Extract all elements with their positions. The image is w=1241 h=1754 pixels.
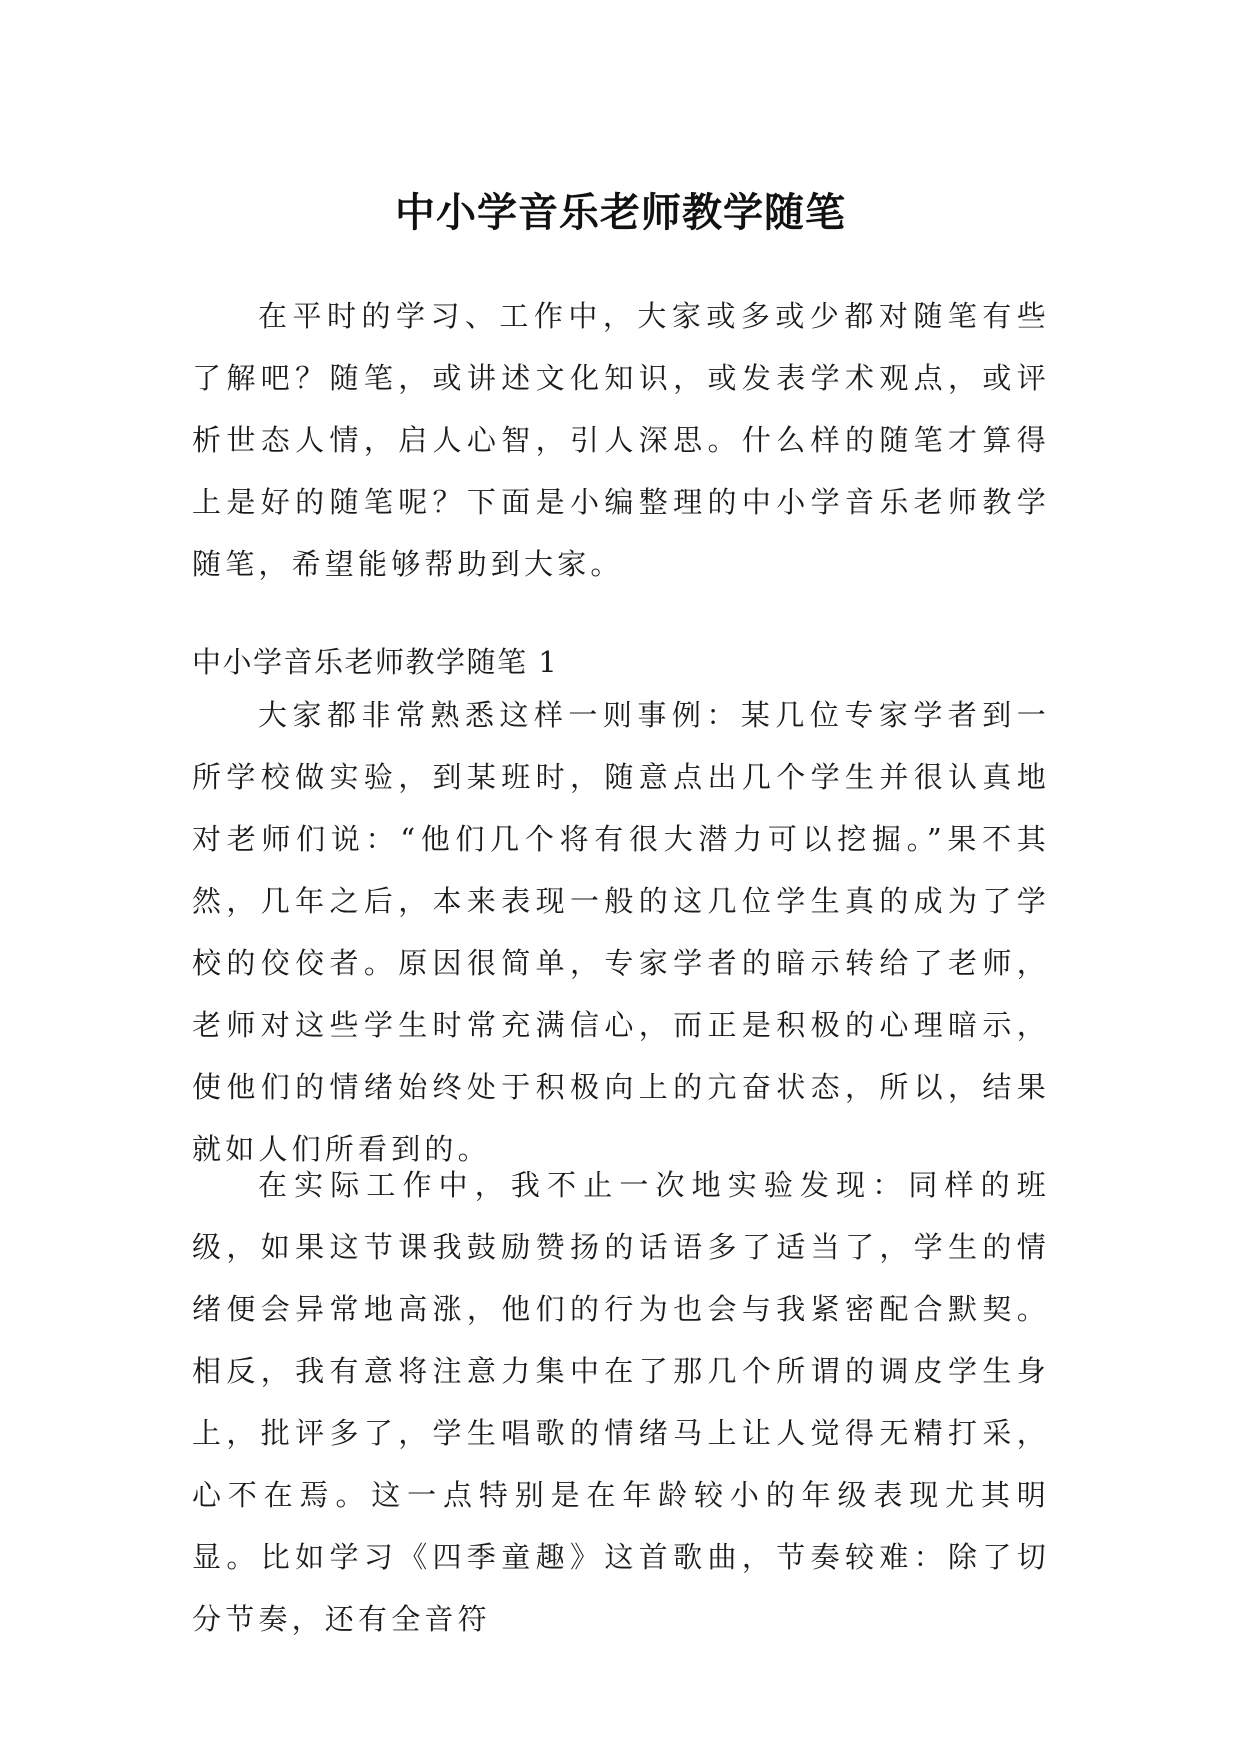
section-heading: 中小学音乐老师教学随笔 1 [192,645,559,679]
document-title: 中小学音乐老师教学随笔 [395,188,846,236]
intro-paragraph: 在平时的学习、工作中，大家或多或少都对随笔有些了解吧？随笔，或讲述文化知识，或发表学术观点，或评析世态人情，启人心智，引人深思。什么样的随笔才算得上是好的随笔呢？下面是小编整理的中小学音乐老师教学随笔，希望能够帮助到大家。 [192,299,1050,581]
body-paragraph: 在实际工作中，我不止一次地实验发现：同样的班级，如果这节课我鼓励赞扬的话语多了适当了，学生的情绪便会异常地高涨，他们的行为也会与我紧密配合默契。相反，我有意将注意力集中在了那几个所谓的调皮学生身上，批评多了，学生唱歌的情绪马上让人觉得无精打采，心不在焉。这一点特别是在年龄较小的年级表现尤其明显。比如学习《四季童趣》这首歌曲，节奏较难：除了切分节奏，还有全音符 [192,1168,1050,1636]
body-paragraph: 大家都非常熟悉这样一则事例：某几位专家学者到一所学校做实验，到某班时，随意点出几个学生并很认真地对老师们说：“他们几个将有很大潜力可以挖掘。”果不其然，几年之后，本来表现一般的这几位学生真的成为了学校的佼佼者。原因很简单，专家学者的暗示转给了老师，老师对这些学生时常充满信心，而正是积极的心理暗示，使他们的情绪始终处于积极向上的亢奋状态，所以，结果就如人们所看到的。 [192,698,1050,1166]
